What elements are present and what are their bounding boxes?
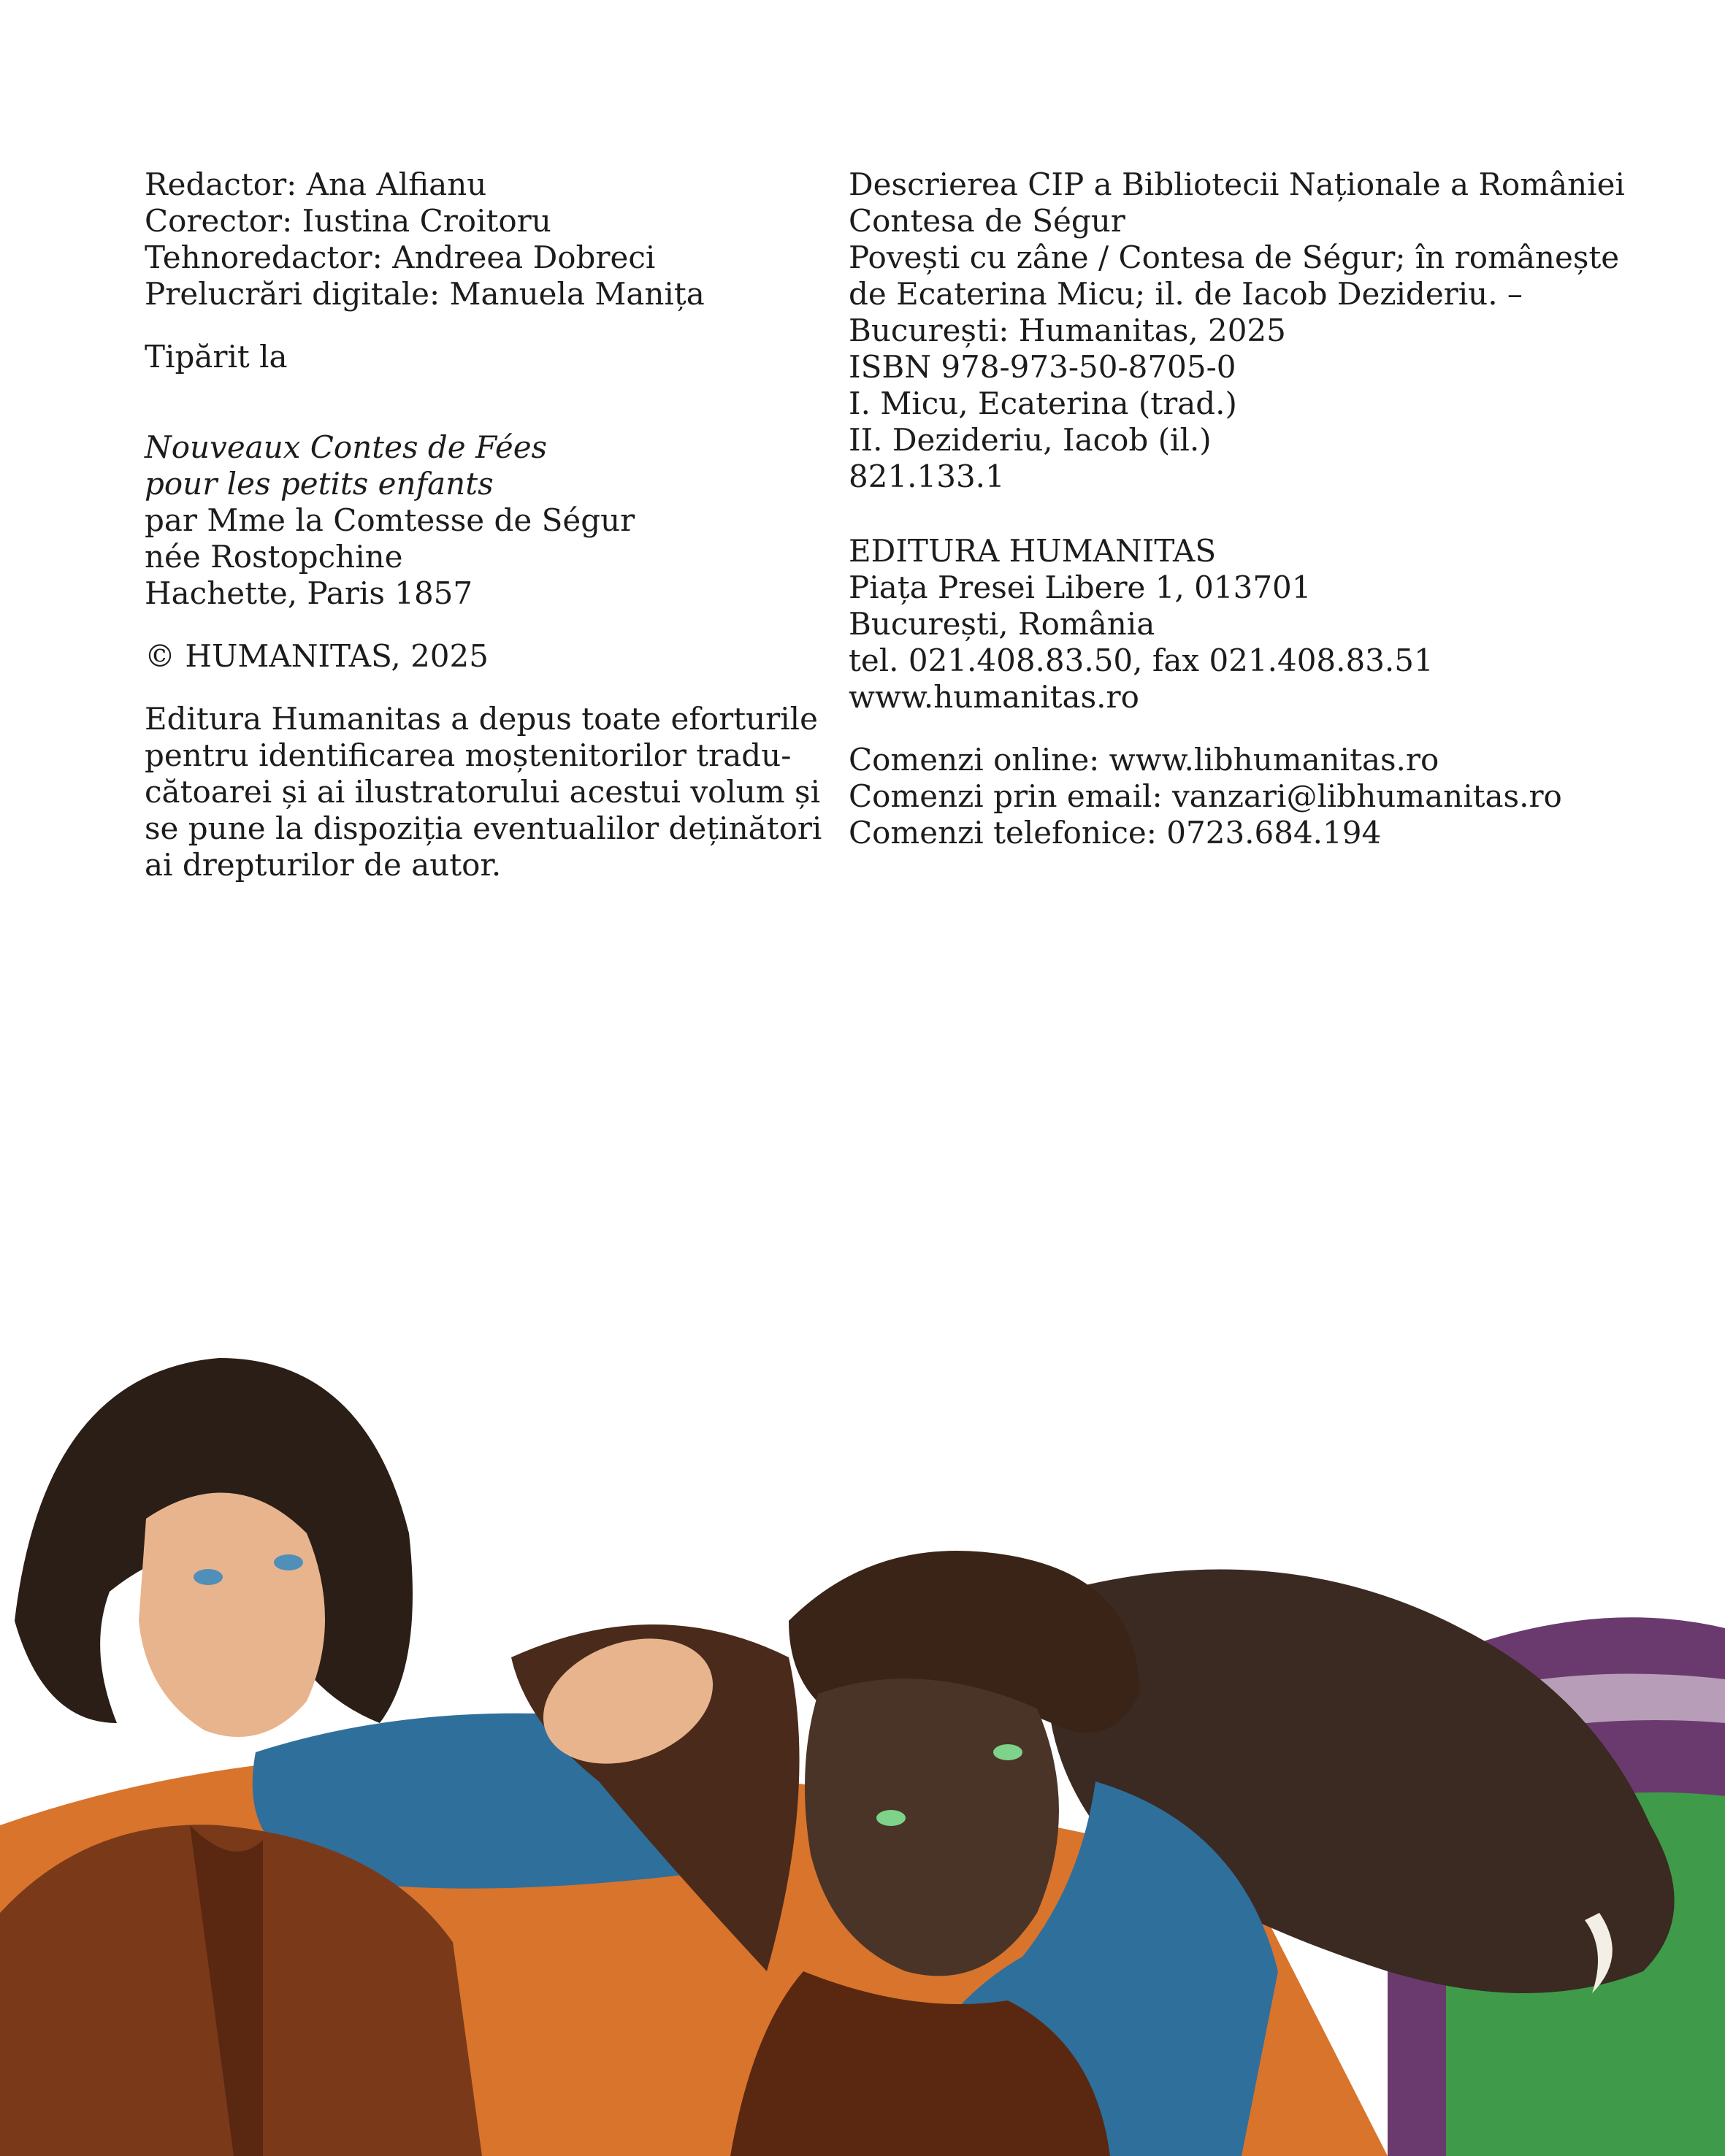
rights-notice-line: se pune la dispoziția eventualilor deținători <box>145 810 822 846</box>
typesetter-credit: Tehnoredactor: Andreea Dobreci <box>145 239 656 275</box>
cip-line: I. Micu, Ecaterina (trad.) <box>849 385 1237 421</box>
orders-email: Comenzi prin email: vanzari@libhumanitas.ro <box>849 778 1562 814</box>
credits-block <box>145 166 809 312</box>
cover-illustration <box>0 1314 1725 2156</box>
cip-block <box>849 166 1625 495</box>
cip-line: Povești cu zâne / Contesa de Ségur; în românește <box>849 239 1620 275</box>
cip-line: de Ecaterina Micu; il. de Iacob Dezideriu. – <box>849 276 1523 312</box>
original-author-line-2: née Rostopchine <box>145 539 403 575</box>
cip-line: București: Humanitas, 2025 <box>849 312 1286 348</box>
rights-notice-line: Editura Humanitas a depus toate eforturile <box>145 701 818 737</box>
publisher-name: EDITURA HUMANITAS <box>849 533 1217 569</box>
cip-line: ISBN 978-973-50-8705-0 <box>849 349 1236 385</box>
editor-credit: Redactor: Ana Alfianu <box>145 166 487 202</box>
original-title-line-1: Nouveaux Contes de Fées <box>145 429 548 465</box>
publisher-block <box>849 533 1586 716</box>
cip-line: II. Dezideriu, Iacob (il.) <box>849 422 1212 458</box>
rights-notice-block <box>145 701 822 883</box>
original-author-line-1: par Mme la Comtesse de Ségur <box>145 502 635 538</box>
orders-phone: Comenzi telefonice: 0723.684.194 <box>849 815 1382 851</box>
digital-processing-credit: Prelucrări digitale: Manuela Manița <box>145 276 705 312</box>
orders-block <box>849 742 1586 851</box>
cip-line: 821.133.1 <box>849 459 1005 494</box>
rights-notice-line: cătoarei și ai ilustratorului acestui volum și <box>145 774 821 810</box>
original-title-line-2: pour les petits enfants <box>145 466 494 502</box>
left-girl-eye <box>274 1554 303 1570</box>
copyright-block <box>145 638 809 675</box>
left-column <box>145 166 822 883</box>
left-girl-eye <box>194 1569 223 1585</box>
original-edition-block <box>145 429 809 612</box>
printed-at: Tipărit la <box>145 339 288 375</box>
publisher-address: Piața Presei Libere 1, 013701 <box>849 569 1312 605</box>
publisher-website: www.humanitas.ro <box>849 679 1139 715</box>
cip-line: Descrierea CIP a Bibliotecii Naționale a României <box>849 166 1625 202</box>
rights-notice-line: pentru identificarea moștenitorilor tradu- <box>145 737 792 773</box>
cip-line: Contesa de Ségur <box>849 203 1125 239</box>
right-column <box>849 166 1625 851</box>
proofreader-credit: Corector: Iustina Croitoru <box>145 203 551 239</box>
left-girl-face <box>139 1492 325 1737</box>
copyright-notice: © HUMANITAS, 2025 <box>145 638 489 674</box>
boy-eye <box>993 1744 1022 1760</box>
printed-at-block <box>145 339 809 375</box>
orders-online: Comenzi online: www.libhumanitas.ro <box>849 742 1439 778</box>
publisher-city: București, România <box>849 606 1155 642</box>
rights-notice-line: ai drepturilor de autor. <box>145 847 502 883</box>
boy-eye <box>876 1810 906 1826</box>
publisher-phone-fax: tel. 021.408.83.50, fax 021.408.83.51 <box>849 642 1434 678</box>
original-publisher: Hachette, Paris 1857 <box>145 575 473 611</box>
